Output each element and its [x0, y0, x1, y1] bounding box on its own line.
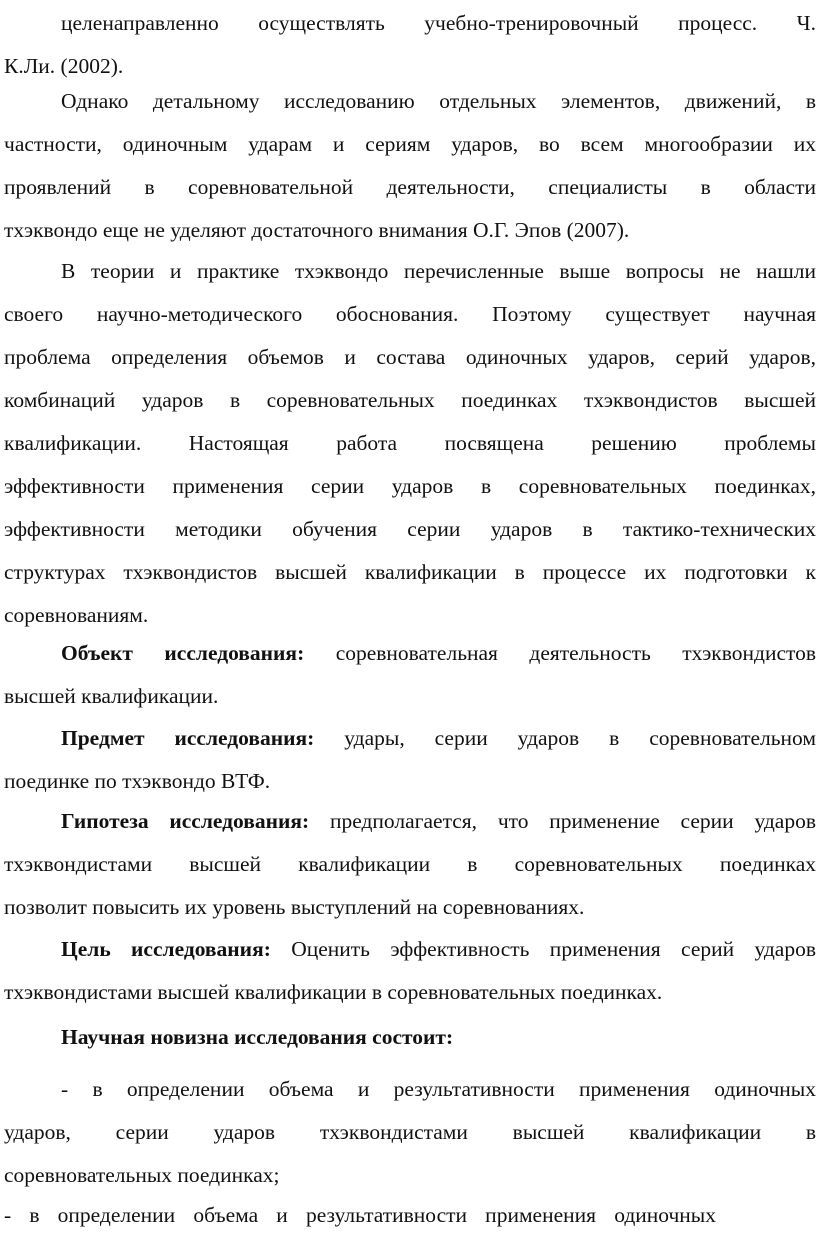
text-line: своего научно-методического обоснования. Поэтому существует научная [4, 302, 816, 326]
text-line: соревновательных поединках; [4, 1163, 280, 1187]
text-line: поединке по тхэквондо ВТФ. [4, 769, 271, 793]
text-line: Однако детальному исследованию отдельных элементов, движений, в [61, 89, 816, 113]
text-line: - в определении объема и результативности применения одиночных [4, 1203, 716, 1227]
subject-text: удары, серии ударов в соревновательном [344, 726, 816, 750]
text-line [4, 928, 816, 971]
hypothesis-text: предполагается, что применение серии ударов [329, 809, 816, 833]
object-label: Объект исследования: [61, 641, 305, 665]
text-line: позволит повысить их уровень выступлений на соревнованиях. [4, 895, 585, 919]
goal-label: Цель исследования: [61, 937, 271, 961]
paragraph-object [4, 632, 816, 718]
text-line: тхэквондо еще не уделяют достаточного внимания О.Г. Эпов (2007). [4, 218, 630, 242]
text-line: частности, одиночным ударам и сериям ударов, во всем многообразии их [4, 132, 816, 156]
text-line: квалификации. Настоящая работа посвящена решению проблемы [4, 431, 816, 455]
text-line: тхэквондистами высшей квалификации в соревновательных поединках. [4, 980, 663, 1004]
text-line: - в определении объема и результативности применения одиночных [61, 1077, 816, 1101]
paragraph-2 [4, 80, 816, 252]
text-line: комбинаций ударов в соревновательных поединках тхэквондистов высшей [4, 388, 816, 412]
text-line [4, 800, 816, 843]
text-line [4, 717, 816, 760]
paragraph-subject [4, 717, 816, 803]
text-line: проявлений в соревновательной деятельности, специалисты в области [4, 175, 816, 199]
text-line [4, 632, 816, 675]
text-line: проблема определения объемов и состава одиночных ударов, серий ударов, [4, 345, 816, 369]
text-line: эффективности применения серии ударов в соревновательных поединках, [4, 474, 816, 498]
text-line: ударов, серии ударов тхэквондистами высшей квалификации в [4, 1120, 816, 1144]
text-line: структурах тхэквондистов высшей квалификации в процессе их подготовки к [4, 560, 816, 584]
paragraph-goal [4, 928, 816, 1014]
text-line: В теории и практике тхэквондо перечисленные выше вопросы не нашли [61, 259, 816, 283]
text-line: высшей квалификации. [4, 684, 219, 708]
text-line: целенаправленно осуществлять учебно-тренировочный процесс. Ч. [61, 11, 816, 35]
novelty-heading-text: Научная новизна исследования состоит: [61, 1025, 454, 1049]
novelty-item-1 [4, 1068, 816, 1197]
paragraph-hypothesis [4, 800, 816, 929]
object-text: соревновательная деятельность тхэквондистов [335, 641, 816, 665]
novelty-heading [4, 1016, 816, 1059]
text-line: соревнованиям. [4, 603, 149, 627]
subject-label: Предмет исследования: [61, 726, 315, 750]
text-line: эффективности методики обучения серии ударов в тактико-технических [4, 517, 816, 541]
paragraph-3 [4, 250, 816, 637]
goal-text: Оценить эффективность применения серий ударов [291, 937, 816, 961]
text-line: тхэквондистами высшей квалификации в соревновательных поединках [4, 852, 816, 876]
text-line: К.Ли. (2002). [4, 54, 124, 78]
hypothesis-label: Гипотеза исследования: [61, 809, 310, 833]
paragraph-1 [4, 2, 816, 88]
